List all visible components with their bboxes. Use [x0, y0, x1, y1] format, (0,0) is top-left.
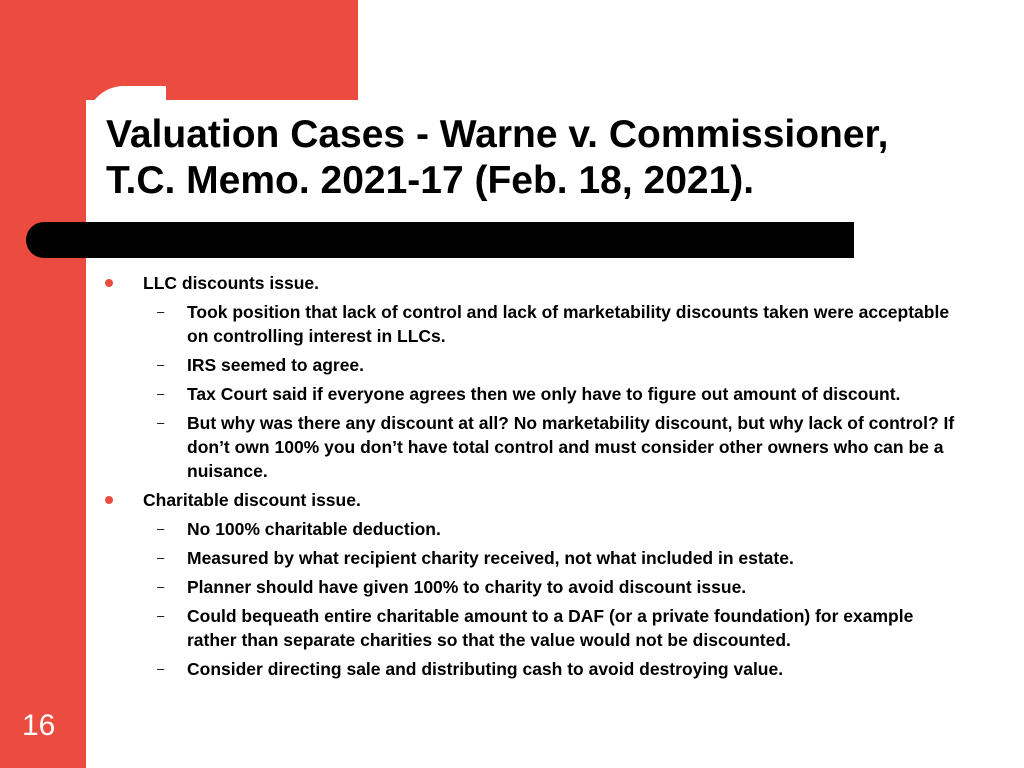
dash-icon: – — [157, 386, 165, 401]
dash-icon: – — [157, 579, 165, 594]
sub-bullet-text: IRS seemed to agree. — [187, 355, 365, 375]
sub-bullet-text: Consider directing sale and distributing cash to avoid destroying value. — [187, 659, 784, 679]
sub-bullet-item — [145, 575, 960, 599]
dash-icon: – — [157, 304, 165, 319]
bullet-item — [100, 488, 960, 681]
slide-title — [106, 112, 986, 204]
title-divider-bar — [26, 222, 854, 258]
sub-bullet-text: No 100% charitable deduction. — [187, 519, 441, 539]
sub-bullet-text: Took position that lack of control and lack of marketability discounts taken were acceptable on controlling interest in LLCs. — [187, 302, 950, 346]
sub-bullet-item — [145, 546, 960, 570]
sub-bullet-list — [145, 300, 960, 483]
dash-icon: – — [157, 521, 165, 536]
sub-bullet-item — [145, 382, 960, 406]
dash-icon: – — [157, 608, 165, 623]
dash-icon: – — [157, 357, 165, 372]
sub-bullet-text: Measured by what recipient charity received, not what included in estate. — [187, 548, 794, 568]
bullet-list — [100, 271, 960, 681]
bullet-text: Charitable discount issue. — [143, 490, 361, 510]
bullet-dot-icon — [105, 496, 113, 504]
dash-icon: – — [157, 550, 165, 565]
sub-bullet-item — [145, 411, 960, 483]
title-line-2: T.C. Memo. 2021-17 (Feb. 18, 2021). — [106, 159, 755, 202]
sub-bullet-text: Tax Court said if everyone agrees then we only have to figure out amount of discount. — [187, 384, 901, 404]
sub-bullet-text: But why was there any discount at all? No marketability discount, but why lack of control? If don’t own 100% you don’t have total control and must consider other owners who can be a nuisance. — [187, 413, 955, 481]
bullet-dot-icon — [105, 279, 113, 287]
title-line-1: Valuation Cases - Warne v. Commissioner, — [106, 113, 889, 156]
page-number: 16 — [22, 709, 56, 742]
sub-bullet-text: Planner should have given 100% to charity to avoid discount issue. — [187, 577, 747, 597]
slide-content — [100, 271, 960, 686]
bullet-text: LLC discounts issue. — [143, 273, 319, 293]
dash-icon: – — [157, 415, 165, 430]
sub-bullet-item — [145, 657, 960, 681]
sub-bullet-item — [145, 517, 960, 541]
sub-bullet-text: Could bequeath entire charitable amount to a DAF (or a private foundation) for example rather than separate charities so that the value would not be discounted. — [187, 606, 914, 650]
dash-icon: – — [157, 661, 165, 676]
sub-bullet-list — [145, 517, 960, 681]
sub-bullet-item — [145, 353, 960, 377]
sub-bullet-item — [145, 300, 960, 348]
bullet-item — [100, 271, 960, 483]
red-left-band — [0, 0, 86, 768]
sub-bullet-item — [145, 604, 960, 652]
